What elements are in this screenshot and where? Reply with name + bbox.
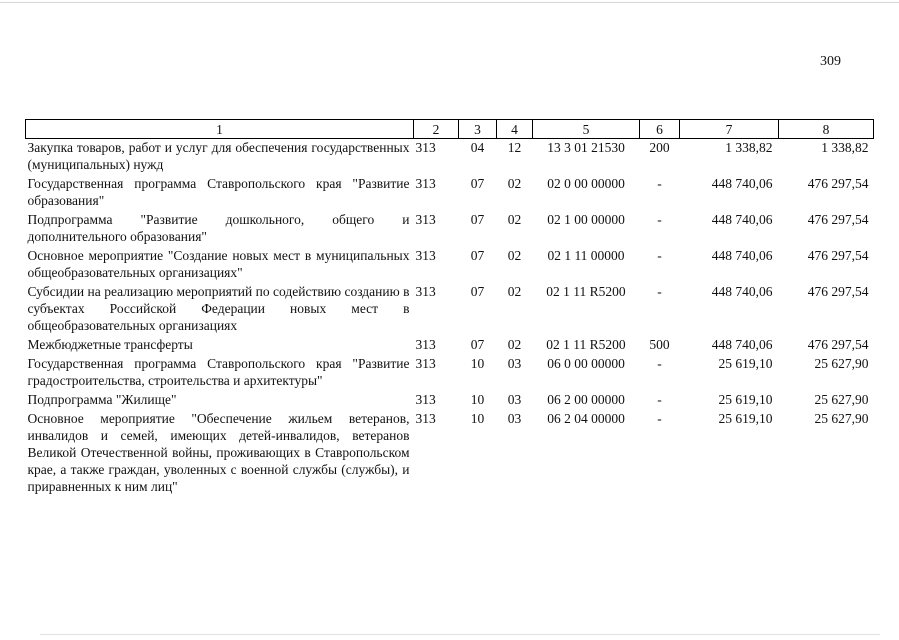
row-name: Субсидии на реализацию мероприятий по содействию созданию в субъектах Российской Федерации новых мест в общеобразовательных организациях: [27, 284, 410, 333]
row-target-article: 06 0 00 00000: [547, 356, 625, 371]
table-row: [26, 336, 874, 355]
row-amount-1: 448 740,06: [711, 248, 773, 263]
row-subsection: 03: [507, 356, 522, 371]
table-row: [26, 175, 874, 211]
table-row: [26, 283, 874, 336]
row-target-article: 02 1 11 R5200: [546, 337, 626, 352]
header-col-5: 5: [533, 120, 640, 139]
row-admin-code: 313: [415, 411, 436, 426]
row-amount-2: 476 297,54: [807, 284, 869, 299]
row-amount-1: 25 619,10: [718, 392, 773, 407]
row-subsection: 03: [507, 411, 522, 426]
row-amount-1: 1 338,82: [725, 140, 773, 155]
row-section: 07: [470, 212, 485, 227]
row-expense-type: -: [657, 212, 662, 227]
table-row: [26, 139, 874, 176]
row-expense-type: -: [657, 356, 662, 371]
row-section: 07: [470, 176, 485, 191]
header-col-4: 4: [497, 120, 533, 139]
row-amount-1: 448 740,06: [711, 337, 773, 352]
row-admin-code: 313: [415, 248, 436, 263]
table-header-row: [26, 120, 874, 139]
row-admin-code: 313: [415, 140, 436, 155]
row-amount-1: 448 740,06: [711, 176, 773, 191]
row-admin-code: 313: [415, 356, 436, 371]
table-row: [26, 211, 874, 247]
row-name: Основное мероприятие "Создание новых мест в муниципальных общеобразовательных организациях": [27, 248, 410, 280]
row-section: 07: [470, 337, 485, 352]
row-target-article: 02 0 00 00000: [547, 176, 625, 191]
row-expense-type: -: [657, 248, 662, 263]
row-amount-1: 25 619,10: [718, 356, 773, 371]
row-admin-code: 313: [415, 212, 436, 227]
row-section: 04: [470, 140, 485, 155]
row-amount-1: 25 619,10: [718, 411, 773, 426]
row-name: Основное мероприятие "Обеспечение жильем ветеранов, инвалидов и семей, имеющих детей-инвалидов, ветеранов Великой Отечественной войны, проживающих в Ставропольском крае, а также граждан, уволенных с военной службы (службы), и приравненных к ним лиц": [27, 411, 410, 494]
row-section: 07: [470, 248, 485, 263]
row-target-article: 02 1 11 R5200: [546, 284, 626, 299]
row-amount-2: 476 297,54: [807, 176, 869, 191]
row-subsection: 02: [507, 337, 522, 352]
row-expense-type: 500: [649, 337, 670, 352]
row-subsection: 12: [507, 140, 522, 155]
row-amount-2: 476 297,54: [807, 212, 869, 227]
header-col-6: 6: [640, 120, 680, 139]
row-section: 10: [470, 411, 485, 426]
row-section: 10: [470, 392, 485, 407]
row-name: Государственная программа Ставропольского края "Развитие градостроительства, строительства и архитектуры": [27, 356, 410, 388]
row-name: Подпрограмма "Жилище": [27, 392, 177, 407]
row-amount-2: 1 338,82: [821, 140, 869, 155]
scan-edge-bottom: [40, 634, 880, 635]
budget-table: [25, 119, 874, 497]
row-amount-2: 25 627,90: [814, 411, 869, 426]
row-section: 10: [470, 356, 485, 371]
table-row: [26, 410, 874, 497]
header-col-2: 2: [414, 120, 459, 139]
row-admin-code: 313: [415, 337, 436, 352]
row-amount-1: 448 740,06: [711, 284, 773, 299]
row-amount-2: 25 627,90: [814, 392, 869, 407]
table-row: [26, 391, 874, 410]
row-subsection: 02: [507, 176, 522, 191]
row-name: Государственная программа Ставропольского края "Развитие образования": [27, 176, 410, 208]
row-target-article: 06 2 00 00000: [547, 392, 625, 407]
row-subsection: 02: [507, 212, 522, 227]
row-amount-1: 448 740,06: [711, 212, 773, 227]
row-target-article: 02 1 00 00000: [547, 212, 625, 227]
row-admin-code: 313: [415, 176, 436, 191]
row-subsection: 02: [507, 248, 522, 263]
row-target-article: 13 3 01 21530: [547, 140, 625, 155]
row-name: Подпрограмма "Развитие дошкольного, общего и дополнительного образования": [27, 212, 410, 244]
row-amount-2: 476 297,54: [807, 248, 869, 263]
scan-edge-top: [0, 2, 899, 3]
table-row: [26, 247, 874, 283]
row-amount-2: 476 297,54: [807, 337, 869, 352]
row-target-article: 06 2 04 00000: [547, 411, 625, 426]
row-subsection: 03: [507, 392, 522, 407]
row-expense-type: -: [657, 284, 662, 299]
row-name: Межбюджетные трансферты: [27, 337, 193, 352]
row-subsection: 02: [507, 284, 522, 299]
row-admin-code: 313: [415, 392, 436, 407]
row-target-article: 02 1 11 00000: [547, 248, 625, 263]
row-expense-type: 200: [649, 140, 670, 155]
row-expense-type: -: [657, 176, 662, 191]
row-admin-code: 313: [415, 284, 436, 299]
header-col-1: 1: [26, 120, 414, 139]
page-number: 309: [820, 54, 841, 69]
row-expense-type: -: [657, 392, 662, 407]
row-amount-2: 25 627,90: [814, 356, 869, 371]
header-col-7: 7: [680, 120, 779, 139]
table-row: [26, 355, 874, 391]
row-name: Закупка товаров, работ и услуг для обеспечения государственных (муниципальных) нужд: [27, 140, 410, 172]
header-col-3: 3: [459, 120, 497, 139]
row-expense-type: -: [657, 411, 662, 426]
row-section: 07: [470, 284, 485, 299]
header-col-8: 8: [779, 120, 874, 139]
